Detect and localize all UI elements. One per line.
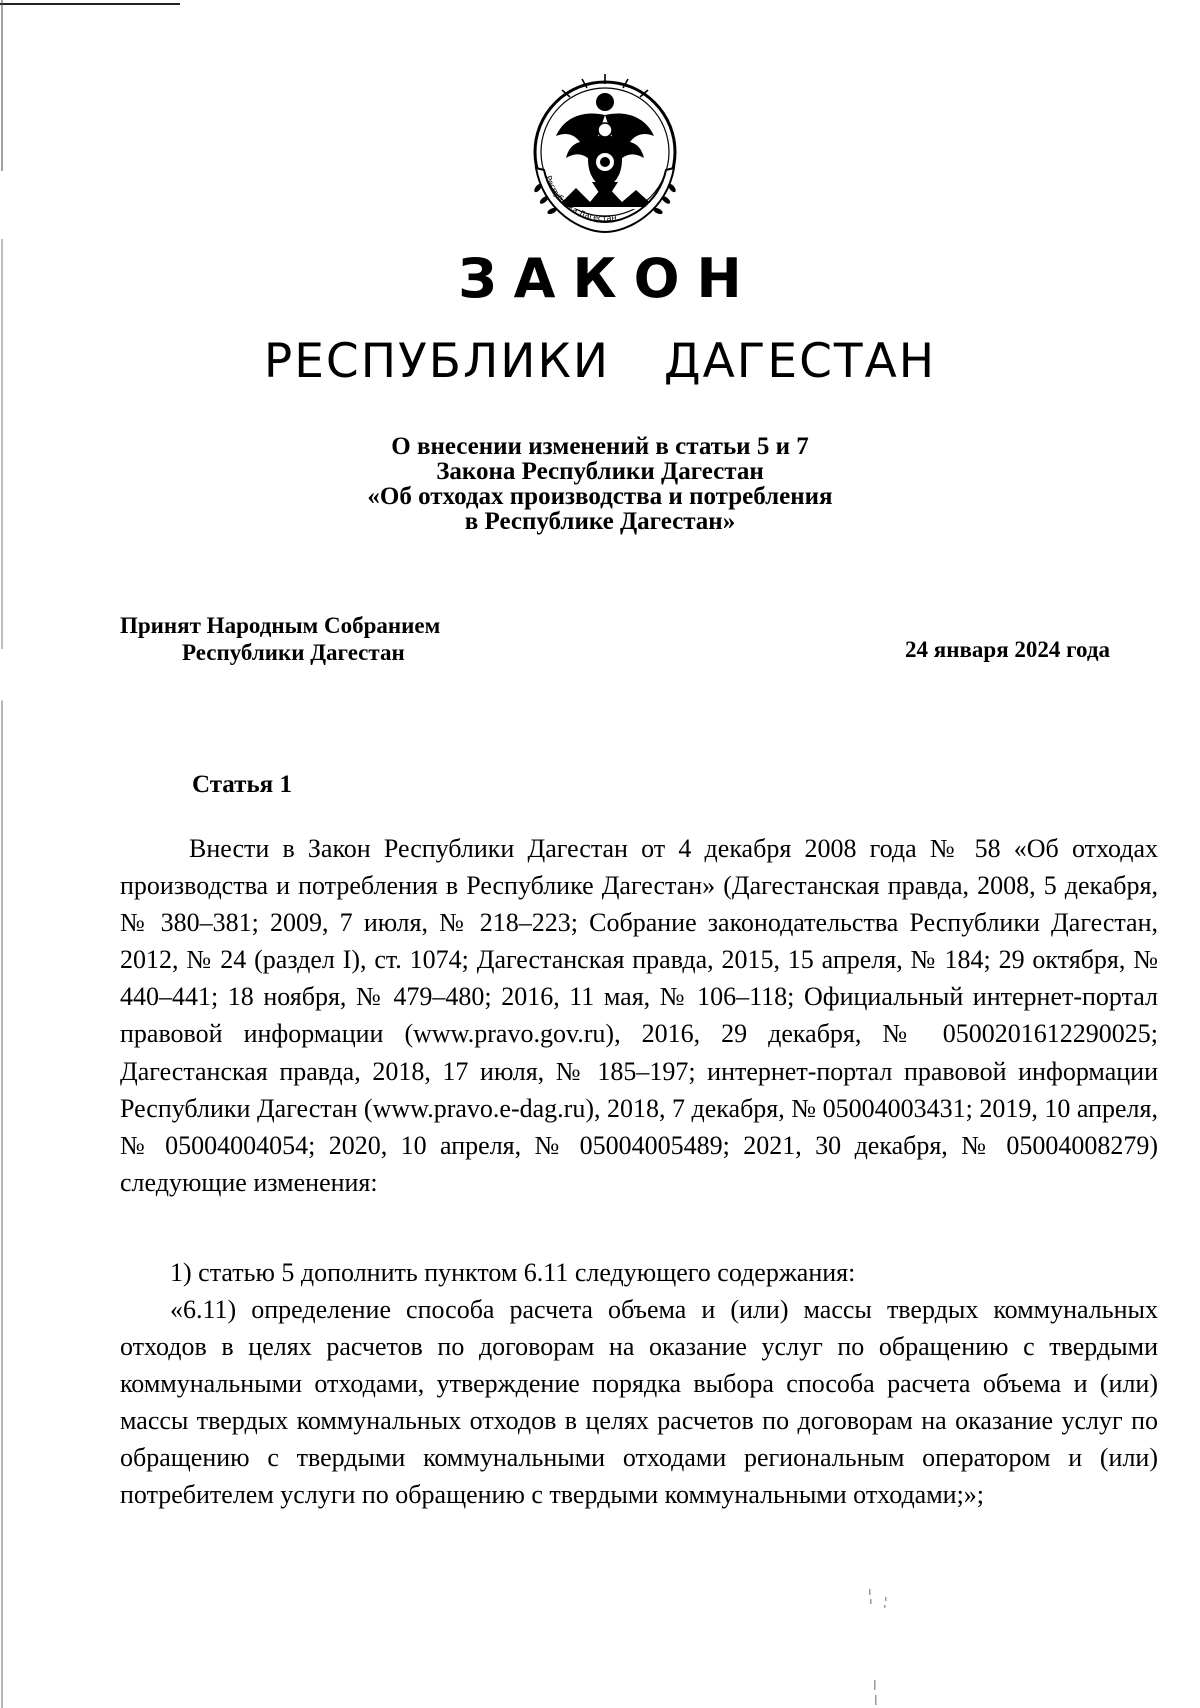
law-heading: ЗАКОН — [458, 247, 759, 310]
law-title-line: О внесении изменений в статьи 5 и 7 — [391, 433, 809, 460]
emblem-ribbon-text: Республика Дагестан — [543, 174, 618, 223]
law-title-line: «Об отходах производства и потребления — [367, 483, 833, 510]
article-quote — [120, 1291, 1158, 1514]
scan-noise — [865, 1585, 905, 1708]
article-heading: Статья 1 — [192, 771, 292, 798]
adoption-line-1: Принят Народным Собранием — [120, 613, 441, 638]
article-item — [120, 1254, 1158, 1291]
adoption-statement — [120, 612, 440, 666]
coat-of-arms-of-dagestan-icon — [522, 70, 688, 240]
law-title-line: Закона Республики Дагестан — [436, 458, 764, 485]
amendment-item-1: 1) статью 5 дополнить пунктом 6.11 следующего содержания: — [170, 1258, 856, 1287]
law-title — [0, 434, 1200, 534]
amendment-item-1-text: «6.11) определение способа расчета объема и (или) массы твердых коммунальных отходов в целях расчетов по договорам на оказание услуг по обращению с твердыми коммунальными отходами, утверждение порядка выбора способа расчета объема и (или) массы твердых коммунальных отходов в целях расчетов по договорам на оказание услуг по обращению с твердыми коммунальными отходами региональным оператором и (или) потребителем услуги по обращению с твердыми коммунальными отходами;»; — [120, 1295, 1158, 1510]
article-paragraph — [120, 830, 1158, 1201]
law-title-line: в Республике Дагестан» — [464, 508, 736, 535]
adoption-line-2: Республики Дагестан — [182, 640, 405, 665]
amendment-intro-paragraph: Внести в Закон Республики Дагестан от 4 декабря 2008 года № 58 «Об отходах производства и потребления в Республике Дагестан» (Дагестанская правда, 2008, 5 декабря, № 380–381; 2009, 7 июля, № 218–223; Собрание законодательства Республики Дагестан, 2012, № 24 (раздел I), ст. 1074; Дагестанская правда, 2015, 15 апреля, № 184; 29 октября, № 440–441; 18 ноября, № 479–480; 2016, 11 мая, № 106–118; Официальный интернет-портал правовой информации (www.pravo.gov.ru), 2016, 29 декабря, № 0500201612290025; Дагестанская правда, 2018, 17 июля, № 185–197; интернет-портал правовой информации Республики Дагестан (www.pravo.e-dag.ru), 2018, 7 декабря, № 05004003431; 2019, 10 апреля, № 05004004054; 2020, 10 апреля, № 05004005489; 2021, 30 декабря, № 05004008279) следующие изменения: — [120, 834, 1158, 1197]
adoption-date: 24 января 2024 года — [905, 637, 1110, 662]
scan-edge-mark — [0, 3, 180, 5]
republic-heading: РЕСПУБЛИКИ ДАГЕСТАН — [263, 334, 937, 389]
